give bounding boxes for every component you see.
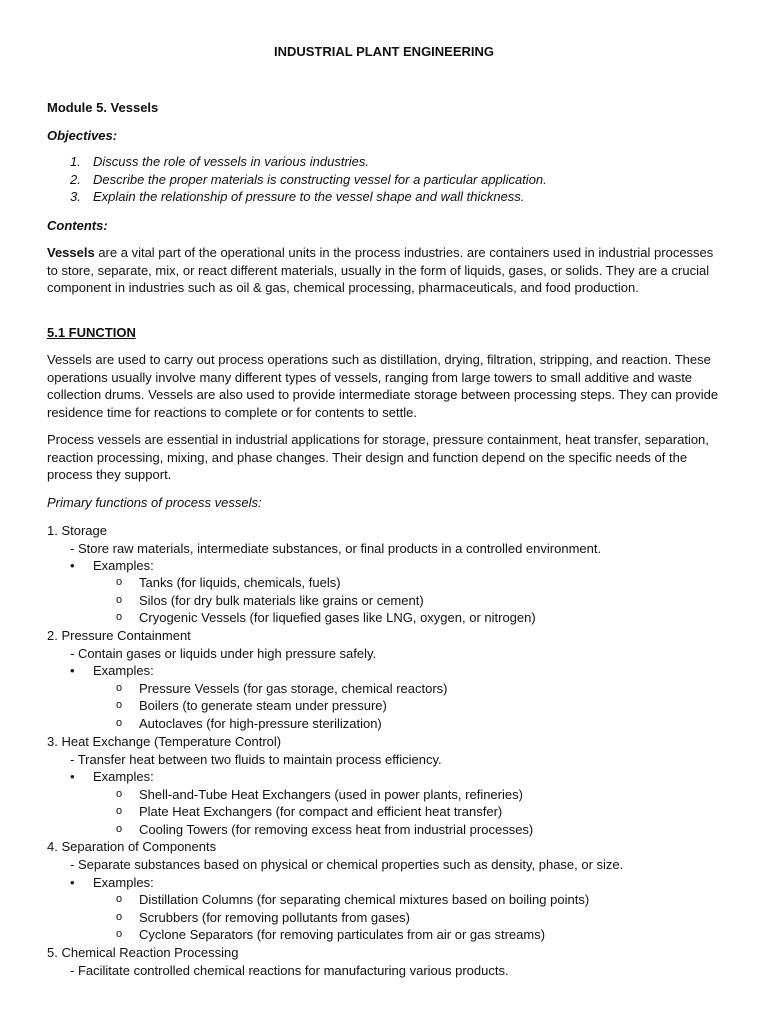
circle-bullet-icon: o — [116, 576, 123, 588]
examples-label: Examples: — [93, 769, 154, 784]
example-text: Boilers (to generate steam under pressure) — [139, 698, 387, 713]
circle-bullet-icon: o — [116, 699, 123, 711]
function-paragraph-2: Process vessels are essential in industrial applications for storage, pressure containment, heat transfer, separation, reaction processing, mixing, and phase changes. Their design and function depend on the specific needs of the process they support. — [47, 432, 709, 483]
circle-bullet-icon: o — [116, 788, 123, 800]
circle-bullet-icon: o — [116, 805, 123, 817]
function-title: 1. Storage — [47, 523, 107, 538]
function-title: 2. Pressure Containment — [47, 628, 191, 643]
example-text: Tanks (for liquids, chemicals, fuels) — [139, 575, 341, 590]
circle-bullet-icon: o — [116, 717, 123, 729]
objective-text: Explain the relationship of pressure to the vessel shape and wall thickness. — [93, 189, 525, 204]
function-description: - Separate substances based on physical or chemical properties such as density, phase, or size. — [70, 857, 624, 872]
circle-bullet-icon: o — [116, 682, 123, 694]
example-text: Cryogenic Vessels (for liquefied gases like LNG, oxygen, or nitrogen) — [139, 610, 536, 625]
circle-bullet-icon: o — [116, 911, 123, 923]
section-heading: 5.1 FUNCTION — [47, 325, 136, 340]
objectives-heading: Objectives: — [47, 128, 118, 143]
circle-bullet-icon: o — [116, 823, 123, 835]
examples-label: Examples: — [93, 663, 154, 678]
document-title: INDUSTRIAL PLANT ENGINEERING — [273, 44, 495, 59]
example-text: Silos (for dry bulk materials like grains or cement) — [139, 593, 424, 608]
function-description: - Transfer heat between two fluids to maintain process efficiency. — [70, 752, 442, 767]
function-description: - Store raw materials, intermediate substances, or final products in a controlled environment. — [70, 541, 602, 556]
example-text: Cooling Towers (for removing excess heat from industrial processes) — [139, 822, 534, 837]
example-text: Pressure Vessels (for gas storage, chemical reactors) — [139, 681, 448, 696]
bullet-icon: • — [70, 769, 75, 784]
example-text: Scrubbers (for removing pollutants from gases) — [139, 910, 410, 925]
objective-number: 3. — [70, 189, 81, 204]
example-text: Shell-and-Tube Heat Exchangers (used in power plants, refineries) — [139, 787, 523, 802]
example-text: Autoclaves (for high-pressure sterilization) — [139, 716, 382, 731]
function-paragraph-1: Vessels are used to carry out process operations such as distillation, drying, filtration, stripping, and reaction. These operations usually involve many different types of vessels, ranging from large towers to small additive and waste collection drums. Vessels are also used to provide intermediate storage between processing steps. They can provide residence time for reactions to complete or for contents to settle. — [47, 352, 719, 420]
objective-number: 1. — [70, 154, 81, 169]
circle-bullet-icon: o — [116, 893, 123, 905]
examples-label: Examples: — [93, 558, 154, 573]
intro-text: are a vital part of the operational units in the process industries. are containers used in industrial processes to store, separate, mix, or react different materials, usually in the form of liquids, gases, or solids. They are a crucial component in industries such as oil & gas, chemical processing, pharmaceuticals, and food production. — [47, 245, 714, 296]
bullet-icon: • — [70, 663, 75, 678]
intro-bold-term: Vessels — [47, 245, 95, 260]
example-text: Cyclone Separators (for removing particulates from air or gas streams) — [139, 927, 546, 942]
example-text: Plate Heat Exchangers (for compact and efficient heat transfer) — [139, 804, 503, 819]
function-title: 4. Separation of Components — [47, 839, 217, 854]
primary-functions-heading: Primary functions of process vessels: — [47, 495, 262, 510]
objective-text: Discuss the role of vessels in various industries. — [93, 154, 370, 169]
circle-bullet-icon: o — [116, 594, 123, 606]
bullet-icon: • — [70, 875, 75, 890]
intro-paragraph — [47, 244, 721, 297]
examples-label: Examples: — [93, 875, 154, 890]
function-description: - Facilitate controlled chemical reactions for manufacturing various products. — [70, 963, 509, 978]
circle-bullet-icon: o — [116, 611, 123, 623]
objective-text: Describe the proper materials is constructing vessel for a particular application. — [93, 172, 547, 187]
module-heading: Module 5. Vessels — [47, 100, 159, 115]
example-text: Distillation Columns (for separating chemical mixtures based on boiling points) — [139, 892, 590, 907]
function-title: 5. Chemical Reaction Processing — [47, 945, 239, 960]
bullet-icon: • — [70, 558, 75, 573]
function-description: - Contain gases or liquids under high pressure safely. — [70, 646, 377, 661]
contents-heading: Contents: — [47, 218, 108, 233]
objective-number: 2. — [70, 172, 81, 187]
circle-bullet-icon: o — [116, 928, 123, 940]
function-title: 3. Heat Exchange (Temperature Control) — [47, 734, 282, 749]
